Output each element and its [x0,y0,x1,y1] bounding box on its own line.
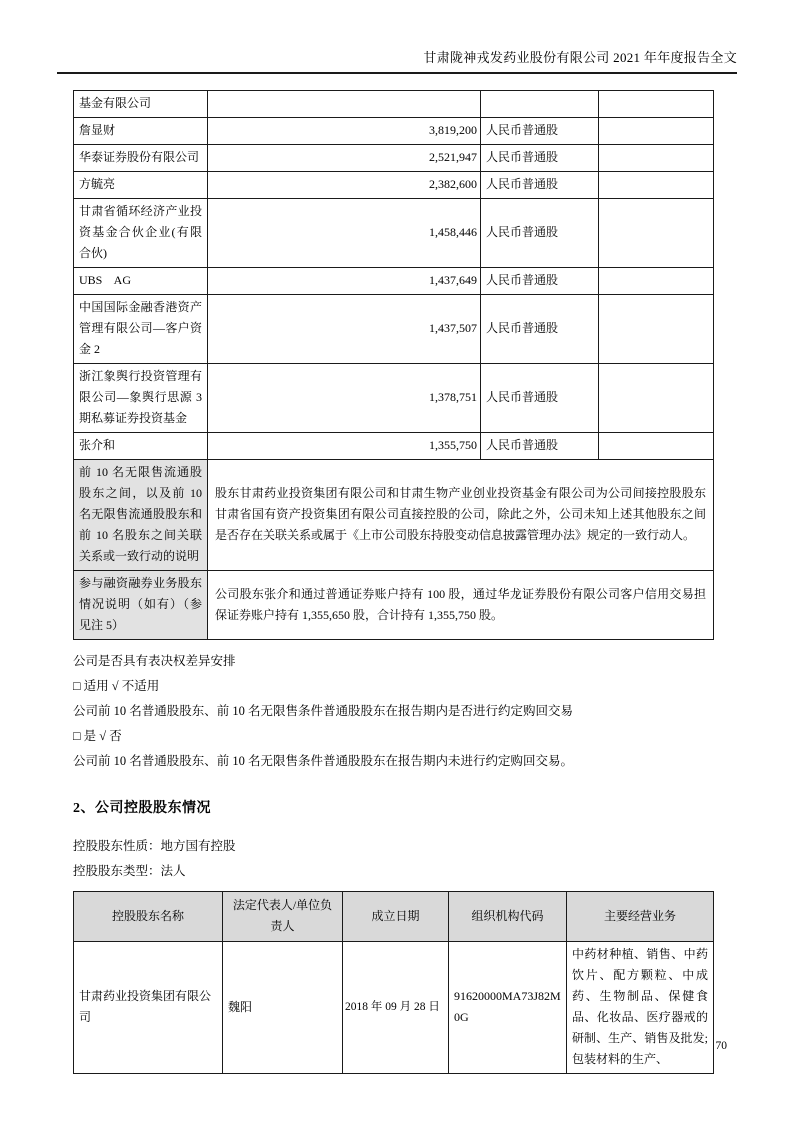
col-header-established: 成立日期 [343,892,449,942]
shareholder-shares: 2,382,600 [208,172,481,199]
voting-rights-answer: □ 适用 √ 不适用 [73,679,160,693]
relation-note-row [74,460,714,571]
col-header-business: 主要经营业务 [567,892,714,942]
table-row [74,268,714,295]
table-row [74,433,714,460]
page-number: 70 [715,1040,727,1052]
controller-established: 2018 年 09 月 28 日 [343,942,449,1074]
controller-representative: 魏阳 [223,942,343,1074]
controller-table [73,891,714,1074]
shareholder-share-type: 人民币普通股 [481,268,599,295]
repurchase-statement: 公司前 10 名普通股股东、前 10 名无限售条件普通股股东在报告期内未进行约定购回交易。 [73,754,574,768]
shareholder-share-type: 人民币普通股 [481,433,599,460]
shareholder-empty-cell [599,364,714,433]
shareholder-empty-cell [599,172,714,199]
section-heading: 2、公司控股股东情况 [73,801,211,816]
table-row [74,118,714,145]
controller-table-row [74,942,714,1074]
shareholder-name: 基金有限公司 [74,91,208,118]
page-body [73,90,713,1074]
table-row [74,199,714,268]
col-header-representative: 法定代表人/单位负责人 [223,892,343,942]
table-row [74,172,714,199]
controller-nature-line: 控股股东性质：地方国有控股 [73,839,236,853]
shareholder-empty-cell [599,118,714,145]
shareholder-name: 中国国际金融香港资产管理有限公司—客户资金 2 [74,295,208,364]
shareholder-empty-cell [599,268,714,295]
col-header-name: 控股股东名称 [74,892,223,942]
shareholder-shares: 1,437,649 [208,268,481,295]
shareholder-shares: 1,437,507 [208,295,481,364]
shareholder-share-type: 人民币普通股 [481,145,599,172]
table-row [74,364,714,433]
shareholder-empty-cell [599,199,714,268]
table-row [74,295,714,364]
voting-rights-question: 公司是否具有表决权差异安排 [73,654,236,668]
table-row [74,91,714,118]
margin-note-label: 参与融资融券业务股东情况说明（如有）（参见注 5） [74,571,208,640]
table-row [74,145,714,172]
controller-org-code: 91620000MA73J82M0G [449,942,567,1074]
shareholder-table-body [74,91,714,460]
shareholder-empty-cell [599,91,714,118]
shareholder-empty-cell [599,295,714,364]
shareholder-name: 浙江象舆行投资管理有限公司—象舆行思源 3 期私募证券投资基金 [74,364,208,433]
shareholder-share-type [481,91,599,118]
shareholder-name: 詹显财 [74,118,208,145]
shareholder-share-type: 人民币普通股 [481,118,599,145]
shareholder-name: 方毓亮 [74,172,208,199]
margin-note-text: 公司股东张介和通过普通证券账户持有 100 股，通过华龙证券股份有限公司客户信用交易担保证券账户持有 1,355,650 股，合计持有 1,355,750 股。 [208,571,714,640]
shareholder-share-type: 人民币普通股 [481,172,599,199]
shareholder-shares: 1,378,751 [208,364,481,433]
notes-block [73,654,713,769]
shareholder-share-type: 人民币普通股 [481,364,599,433]
margin-note-row [74,571,714,640]
shareholder-share-type: 人民币普通股 [481,199,599,268]
shareholder-table [73,90,714,640]
shareholder-shares [208,91,481,118]
shareholder-shares: 2,521,947 [208,145,481,172]
controller-name: 甘肃药业投资集团有限公司 [74,942,223,1074]
shareholder-name: 甘肃省循环经济产业投资基金合伙企业(有限合伙) [74,199,208,268]
shareholder-shares: 3,819,200 [208,118,481,145]
page-header [57,50,737,74]
shareholder-name: UBS AG [74,268,208,295]
repurchase-question: 公司前 10 名普通股股东、前 10 名无限售条件普通股股东在报告期内是否进行约定购回交易 [73,704,574,718]
shareholder-name: 华泰证券股份有限公司 [74,145,208,172]
col-header-org-code: 组织机构代码 [449,892,567,942]
relation-note-label: 前 10 名无限售流通股股东之间，以及前 10 名无限售流通股股东和前 10 名股东之间关联关系或一致行动的说明 [74,460,208,571]
shareholder-shares: 1,355,750 [208,433,481,460]
shareholder-empty-cell [599,433,714,460]
repurchase-answer: □ 是 √ 否 [73,729,122,743]
shareholder-shares: 1,458,446 [208,199,481,268]
header-title: 甘肃陇神戎发药业股份有限公司 2021 年年度报告全文 [423,50,737,65]
controller-table-header-row [74,892,714,942]
relation-note-text: 股东甘肃药业投资集团有限公司和甘肃生物产业创业投资基金有限公司为公司间接控股股东甘肃省国有资产投资集团有限公司直接控股的公司，除此之外，公司未知上述其他股东之间是否存在关联关系或属于《上市公司股东持股变动信息披露管理办法》规定的一致行动人。 [208,460,714,571]
shareholder-empty-cell [599,145,714,172]
shareholder-name: 张介和 [74,433,208,460]
controller-business: 中药材种植、销售、中药饮片、配方颗粒、中成药、生物制品、保健食品、化妆品、医疗器戒的研制、生产、销售及批发;包装材料的生产、 [567,942,714,1074]
shareholder-share-type: 人民币普通股 [481,295,599,364]
controller-type-line: 控股股东类型：法人 [73,864,186,878]
